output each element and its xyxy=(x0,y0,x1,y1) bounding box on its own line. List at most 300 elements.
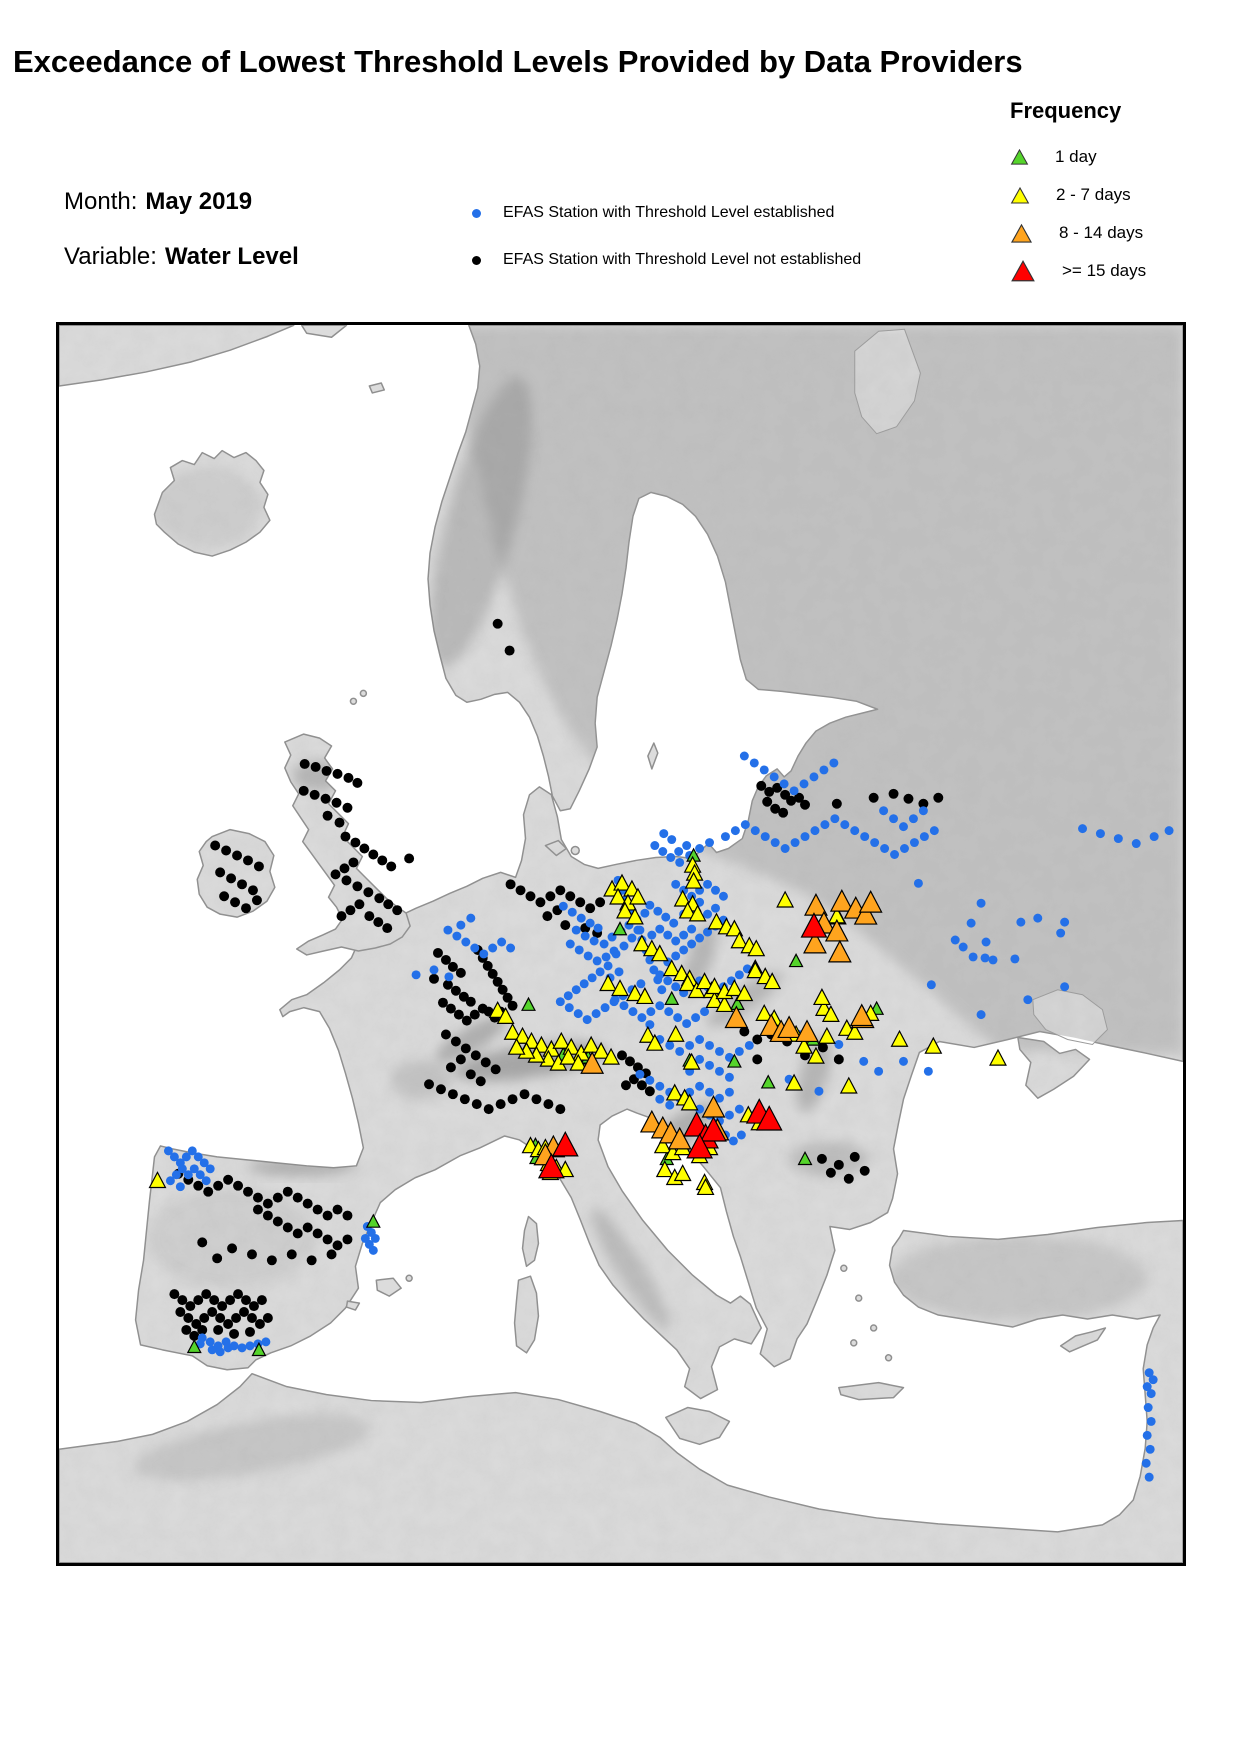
station-dot-not-established xyxy=(756,781,766,791)
station-dot-not-established xyxy=(323,1211,333,1221)
station-dot-not-established xyxy=(889,789,899,799)
station-dot-not-established xyxy=(466,1069,476,1079)
station-dot-not-established xyxy=(287,1249,297,1259)
station-dot-established xyxy=(361,1234,370,1243)
station-dot-established xyxy=(829,758,838,767)
station-dot-established xyxy=(669,919,678,928)
station-dot-established xyxy=(593,956,602,965)
station-dot-not-established xyxy=(252,895,262,905)
station-dot-not-established xyxy=(508,1001,518,1011)
station-dot-not-established xyxy=(233,1181,243,1191)
station-dot-established xyxy=(770,772,779,781)
station-dot-not-established xyxy=(481,1057,491,1067)
frequency-legend-item-15plus-days xyxy=(1010,252,1146,290)
station-dot-established xyxy=(675,1047,684,1056)
station-dot-established xyxy=(206,1164,215,1173)
station-dot-not-established xyxy=(348,857,358,867)
station-dot-established xyxy=(810,826,819,835)
station-dot-established xyxy=(497,938,506,947)
station-dot-established xyxy=(927,980,936,989)
station-dot-established xyxy=(679,931,688,940)
metadata-block xyxy=(64,188,299,298)
month-label: Month: xyxy=(64,188,138,215)
station-dot-established xyxy=(735,970,744,979)
station-dot-not-established xyxy=(617,1050,627,1060)
station-dot-not-established xyxy=(213,1181,223,1191)
station-dot-established xyxy=(581,932,590,941)
station-dot-not-established xyxy=(283,1187,293,1197)
station-dot-established xyxy=(682,841,691,850)
frequency-legend-item-1day xyxy=(1010,138,1146,176)
station-dot-not-established xyxy=(446,1004,456,1014)
station-dot-established xyxy=(982,938,991,947)
station-dot-established xyxy=(216,1347,225,1356)
station-dot-not-established xyxy=(227,1243,237,1253)
station-dot-established xyxy=(369,1246,378,1255)
station-dot-established xyxy=(741,820,750,829)
station-dot-not-established xyxy=(526,891,536,901)
station-dot-established xyxy=(665,1041,674,1050)
station-dot-established xyxy=(590,937,599,946)
station-dot-not-established xyxy=(243,1187,253,1197)
station-dot-not-established xyxy=(299,786,309,796)
station-dot-established xyxy=(645,1076,654,1085)
station-dot-not-established xyxy=(310,790,320,800)
station-dot-not-established xyxy=(345,905,355,915)
station-dot-established xyxy=(791,838,800,847)
station-dot-established xyxy=(604,961,613,970)
station-dot-established xyxy=(580,979,589,988)
station-dot-not-established xyxy=(800,800,810,810)
station-dot-not-established xyxy=(443,980,453,990)
station-dot-established xyxy=(1016,918,1025,927)
station-dot-not-established xyxy=(448,1089,458,1099)
station-dot-established xyxy=(1078,824,1087,833)
station-dot-established xyxy=(602,952,611,961)
station-dot-established xyxy=(671,937,680,946)
station-dot-established xyxy=(572,985,581,994)
station-dot-established xyxy=(682,1019,691,1028)
station-dot-established xyxy=(870,838,879,847)
station-dot-not-established xyxy=(491,1064,501,1074)
station-dot-established xyxy=(657,985,666,994)
station-dot-not-established xyxy=(237,879,247,889)
variable-row xyxy=(64,243,299,271)
variable-label: Variable: xyxy=(64,243,157,270)
station-dot-established xyxy=(737,1131,746,1140)
station-dot-not-established xyxy=(185,1301,195,1311)
station-dot-established xyxy=(1146,1445,1155,1454)
station-dot-not-established xyxy=(493,619,503,629)
station-dot-established xyxy=(667,835,676,844)
station-dot-established xyxy=(671,951,680,960)
station-dot-not-established xyxy=(203,1187,213,1197)
station-dot-not-established xyxy=(199,1313,209,1323)
station-dot-not-established xyxy=(229,1329,239,1339)
station-dot-not-established xyxy=(327,1249,337,1259)
station-dot-established xyxy=(880,844,889,853)
station-dot-established xyxy=(967,919,976,928)
station-dot-established xyxy=(924,1067,933,1076)
station-dot-established xyxy=(745,1041,754,1050)
station-dot-not-established xyxy=(209,1295,219,1305)
station-dot-established xyxy=(729,1136,738,1145)
station-dot-established xyxy=(506,944,515,953)
station-dot-established xyxy=(731,826,740,835)
station-dot-established xyxy=(981,953,990,962)
station-dot-established xyxy=(238,1343,247,1352)
station-dot-established xyxy=(572,926,581,935)
station-dot-established xyxy=(655,970,664,979)
station-dot-not-established xyxy=(323,1234,333,1244)
station-dot-not-established xyxy=(373,917,383,927)
station-dot-not-established xyxy=(243,855,253,865)
station-dot-established xyxy=(645,901,654,910)
station-dot-not-established xyxy=(300,759,310,769)
station-dot-not-established xyxy=(245,1327,255,1337)
station-dot-not-established xyxy=(472,1099,482,1109)
station-dot-not-established xyxy=(321,794,331,804)
station-dot-not-established xyxy=(645,1086,655,1096)
station-dot-established xyxy=(628,1007,637,1016)
station-dot-not-established xyxy=(555,885,565,895)
station-dot-not-established xyxy=(215,867,225,877)
station-dot-established xyxy=(790,786,799,795)
station-dot-not-established xyxy=(283,1223,293,1233)
station-dot-not-established xyxy=(565,891,575,901)
station-dot-established xyxy=(583,1015,592,1024)
station-dot-not-established xyxy=(595,897,605,907)
station-dot-not-established xyxy=(454,1010,464,1020)
station-dot-not-established xyxy=(386,861,396,871)
station-dot-not-established xyxy=(253,1205,263,1215)
station-dot-not-established xyxy=(307,1255,317,1265)
station-dot-not-established xyxy=(392,905,402,915)
station-dot-established xyxy=(1060,982,1069,991)
station-dot-not-established xyxy=(226,873,236,883)
station-dot-not-established xyxy=(303,1199,313,1209)
frequency-legend-item-2-7days xyxy=(1010,176,1146,214)
station-dot-established xyxy=(596,967,605,976)
station-dot-established xyxy=(679,945,688,954)
station-dot-established xyxy=(1096,829,1105,838)
station-dot-established xyxy=(977,899,986,908)
station-dot-not-established xyxy=(470,1010,480,1020)
station-dot-established xyxy=(633,926,642,935)
station-dot-not-established xyxy=(560,920,570,930)
station-dot-established xyxy=(653,907,662,916)
station-dot-established xyxy=(1132,839,1141,848)
station-dot-not-established xyxy=(575,897,585,907)
station-dot-not-established xyxy=(903,794,913,804)
station-dot-established xyxy=(705,1088,714,1097)
station-dot-not-established xyxy=(342,1211,352,1221)
variable-value: Water Level xyxy=(164,243,299,270)
station-dot-established xyxy=(655,1095,664,1104)
station-dot-not-established xyxy=(239,1307,249,1317)
station-dot-established xyxy=(176,1182,185,1191)
station-dot-established xyxy=(735,1105,744,1114)
frequency-legend-heading: Frequency xyxy=(1010,98,1122,123)
station-dot-established xyxy=(661,913,670,922)
station-dot-established xyxy=(820,820,829,829)
station-dot-not-established xyxy=(248,885,258,895)
station-dot-not-established xyxy=(374,893,384,903)
station-dot-not-established xyxy=(333,769,343,779)
station-dot-established xyxy=(780,779,789,788)
station-dot-not-established xyxy=(354,899,364,909)
station-dot-not-established xyxy=(267,1255,277,1265)
station-dot-not-established xyxy=(273,1193,283,1203)
station-dot-established xyxy=(1147,1389,1156,1398)
station-dot-not-established xyxy=(341,875,351,885)
station-dot-established xyxy=(575,945,584,954)
station-dot-established xyxy=(695,844,704,853)
station-dot-not-established xyxy=(462,1016,472,1026)
station-dot-established xyxy=(874,1067,883,1076)
station-dot-established xyxy=(202,1176,211,1185)
station-dot-established xyxy=(890,850,899,859)
station-dot-not-established xyxy=(342,1234,352,1244)
station-dot-not-established xyxy=(451,986,461,996)
station-dot-established xyxy=(1056,929,1065,938)
frequency-legend xyxy=(1010,98,1146,290)
station-dot-not-established xyxy=(263,1199,273,1209)
triangle-2-7days-icon xyxy=(1010,186,1030,205)
station-dot-not-established xyxy=(542,911,552,921)
station-dot-not-established xyxy=(826,1168,836,1178)
station-dot-not-established xyxy=(337,911,347,921)
station-dot-not-established xyxy=(520,1089,530,1099)
station-dot-established xyxy=(565,1003,574,1012)
station-dot-established xyxy=(647,931,656,940)
station-legend-established xyxy=(472,204,861,222)
station-dot-not-established xyxy=(368,850,378,860)
station-dot-not-established xyxy=(448,962,458,972)
station-dot-established xyxy=(930,826,939,835)
station-dot-established xyxy=(577,914,586,923)
station-dot-not-established xyxy=(545,891,555,901)
station-dot-not-established xyxy=(860,1166,870,1176)
station-dot-established xyxy=(711,904,720,913)
station-dot-established xyxy=(674,847,683,856)
station-dot-not-established xyxy=(516,885,526,895)
station-dot-established xyxy=(687,925,696,934)
triangle-8-14days-icon xyxy=(1010,223,1033,244)
station-dot-established xyxy=(1144,1403,1153,1412)
station-dot-established xyxy=(1023,995,1032,1004)
station-dot-established xyxy=(695,1082,704,1091)
station-dot-established xyxy=(1145,1473,1154,1482)
station-dot-established xyxy=(466,914,475,923)
station-dot-not-established xyxy=(293,1193,303,1203)
station-dot-not-established xyxy=(207,1307,217,1317)
station-dot-established xyxy=(620,942,629,951)
station-dot-established xyxy=(1114,834,1123,843)
station-dot-established xyxy=(919,806,928,815)
station-dot-established xyxy=(675,858,684,867)
station-dot-not-established xyxy=(834,1160,844,1170)
station-dot-established xyxy=(671,982,680,991)
station-dot-established xyxy=(920,832,929,841)
station-dot-established xyxy=(650,841,659,850)
station-dot-established xyxy=(166,1176,175,1185)
station-dot-not-established xyxy=(255,1319,265,1329)
station-dot-established xyxy=(611,995,620,1004)
station-dot-established xyxy=(665,1101,674,1110)
station-dot-not-established xyxy=(183,1313,193,1323)
station-dot-not-established xyxy=(456,1054,466,1064)
station-dot-established xyxy=(715,1067,724,1076)
station-dot-established xyxy=(1147,1417,1156,1426)
station-dot-established xyxy=(910,838,919,847)
station-dot-not-established xyxy=(210,841,220,851)
station-dot-established xyxy=(658,847,667,856)
station-dot-established xyxy=(645,1020,654,1029)
station-dot-not-established xyxy=(342,803,352,813)
station-dot-not-established xyxy=(478,1004,488,1014)
station-dot-established xyxy=(640,909,649,918)
station-dot-established xyxy=(556,997,565,1006)
station-dot-not-established xyxy=(456,968,466,978)
station-dot-not-established xyxy=(834,1054,844,1064)
station-dot-established xyxy=(261,1337,270,1346)
station-dot-established xyxy=(725,1073,734,1082)
station-dot-not-established xyxy=(832,799,842,809)
station-dot-established xyxy=(564,991,573,1000)
station-dot-not-established xyxy=(933,793,943,803)
station-dot-established xyxy=(664,1007,673,1016)
station-dot-not-established xyxy=(817,1154,827,1164)
station-dot-not-established xyxy=(508,1094,518,1104)
station-dot-not-established xyxy=(217,1301,227,1311)
station-dot-established xyxy=(1142,1459,1151,1468)
station-dot-established xyxy=(663,976,672,985)
station-dot-not-established xyxy=(213,1325,223,1335)
station-dot-established xyxy=(1150,832,1159,841)
station-dot-not-established xyxy=(850,1152,860,1162)
station-dot-not-established xyxy=(273,1217,283,1227)
station-dot-established xyxy=(761,832,770,841)
frequency-label-2-7days: 2 - 7 days xyxy=(1056,185,1131,204)
station-dot-established xyxy=(850,826,859,835)
station-dot-not-established xyxy=(438,998,448,1008)
station-dot-not-established xyxy=(201,1289,211,1299)
station-dot-established xyxy=(735,1047,744,1056)
station-dot-established xyxy=(620,1001,629,1010)
station-dot-not-established xyxy=(496,1099,506,1109)
station-dot-established xyxy=(655,925,664,934)
month-row xyxy=(64,188,299,216)
frequency-label-1day: 1 day xyxy=(1055,147,1097,166)
station-dot-established xyxy=(969,952,978,961)
station-dot-not-established xyxy=(169,1289,179,1299)
station-dot-not-established xyxy=(359,844,369,854)
station-dot-not-established xyxy=(175,1307,185,1317)
station-dot-established xyxy=(452,932,461,941)
station-dot-established xyxy=(1165,826,1174,835)
station-dot-established xyxy=(719,892,728,901)
station-dot-established xyxy=(1149,1375,1158,1384)
station-dot-established xyxy=(879,806,888,815)
station-dot-established xyxy=(721,832,730,841)
station-dot-not-established xyxy=(219,891,229,901)
station-dot-not-established xyxy=(352,881,362,891)
station-dot-not-established xyxy=(333,1205,343,1215)
station-dot-established xyxy=(412,970,421,979)
station-dot-not-established xyxy=(404,853,414,863)
station-dot-not-established xyxy=(331,869,341,879)
station-legend xyxy=(472,204,861,298)
station-dot-established xyxy=(594,924,603,933)
triangle-15plus-days-icon xyxy=(1010,259,1036,283)
station-dot-established xyxy=(695,1035,704,1044)
station-dot-not-established xyxy=(232,850,242,860)
station-dot-established xyxy=(224,1343,233,1352)
station-dot-established xyxy=(1143,1431,1152,1440)
station-dot-not-established xyxy=(441,1030,451,1040)
station-dot-established xyxy=(750,758,759,767)
station-dot-established xyxy=(666,853,675,862)
station-dot-established xyxy=(1060,918,1069,927)
station-dot-not-established xyxy=(340,832,350,842)
station-dot-established xyxy=(899,822,908,831)
station-dot-established xyxy=(566,940,575,949)
station-dot-established xyxy=(959,943,968,952)
station-dot-established xyxy=(705,1061,714,1070)
station-dot-established xyxy=(977,1010,986,1019)
station-dot-not-established xyxy=(484,1104,494,1114)
station-dot-not-established xyxy=(313,1205,323,1215)
frequency-legend-item-8-14days xyxy=(1010,214,1146,252)
station-dot-established xyxy=(470,944,479,953)
station-dot-established xyxy=(691,1013,700,1022)
station-dot-not-established xyxy=(332,798,342,808)
station-dot-established xyxy=(488,944,497,953)
station-dot-not-established xyxy=(293,1228,303,1238)
station-dot-not-established xyxy=(625,1056,635,1066)
station-dot-established xyxy=(655,1001,664,1010)
station-dot-established xyxy=(627,934,636,943)
established-station-dot-icon xyxy=(472,209,481,218)
station-dot-established xyxy=(703,910,712,919)
station-dot-not-established xyxy=(844,1174,854,1184)
station-dot-not-established xyxy=(585,903,595,913)
station-dot-established xyxy=(687,940,696,949)
station-dot-not-established xyxy=(254,861,264,871)
station-dot-not-established xyxy=(181,1325,191,1335)
station-dot-established xyxy=(444,972,453,981)
station-dot-not-established xyxy=(247,1313,257,1323)
station-dot-not-established xyxy=(363,887,373,897)
page-title: Exceedance of Lowest Threshold Levels Provided by Data Providers xyxy=(13,44,1023,79)
station-dot-established xyxy=(840,820,849,829)
station-dot-not-established xyxy=(471,1050,481,1060)
europe-map xyxy=(59,325,1183,1563)
station-dot-not-established xyxy=(212,1253,222,1263)
station-dot-established xyxy=(673,1013,682,1022)
station-dot-not-established xyxy=(225,1295,235,1305)
station-dot-established xyxy=(568,908,577,917)
frequency-label-8-14days: 8 - 14 days xyxy=(1059,223,1144,242)
station-legend-not-established xyxy=(472,251,861,269)
station-dot-established xyxy=(809,772,818,781)
station-dot-not-established xyxy=(322,766,332,776)
station-dot-established xyxy=(584,951,593,960)
station-dot-established xyxy=(208,1345,217,1354)
station-dot-not-established xyxy=(621,1080,631,1090)
station-dot-not-established xyxy=(197,1237,207,1247)
